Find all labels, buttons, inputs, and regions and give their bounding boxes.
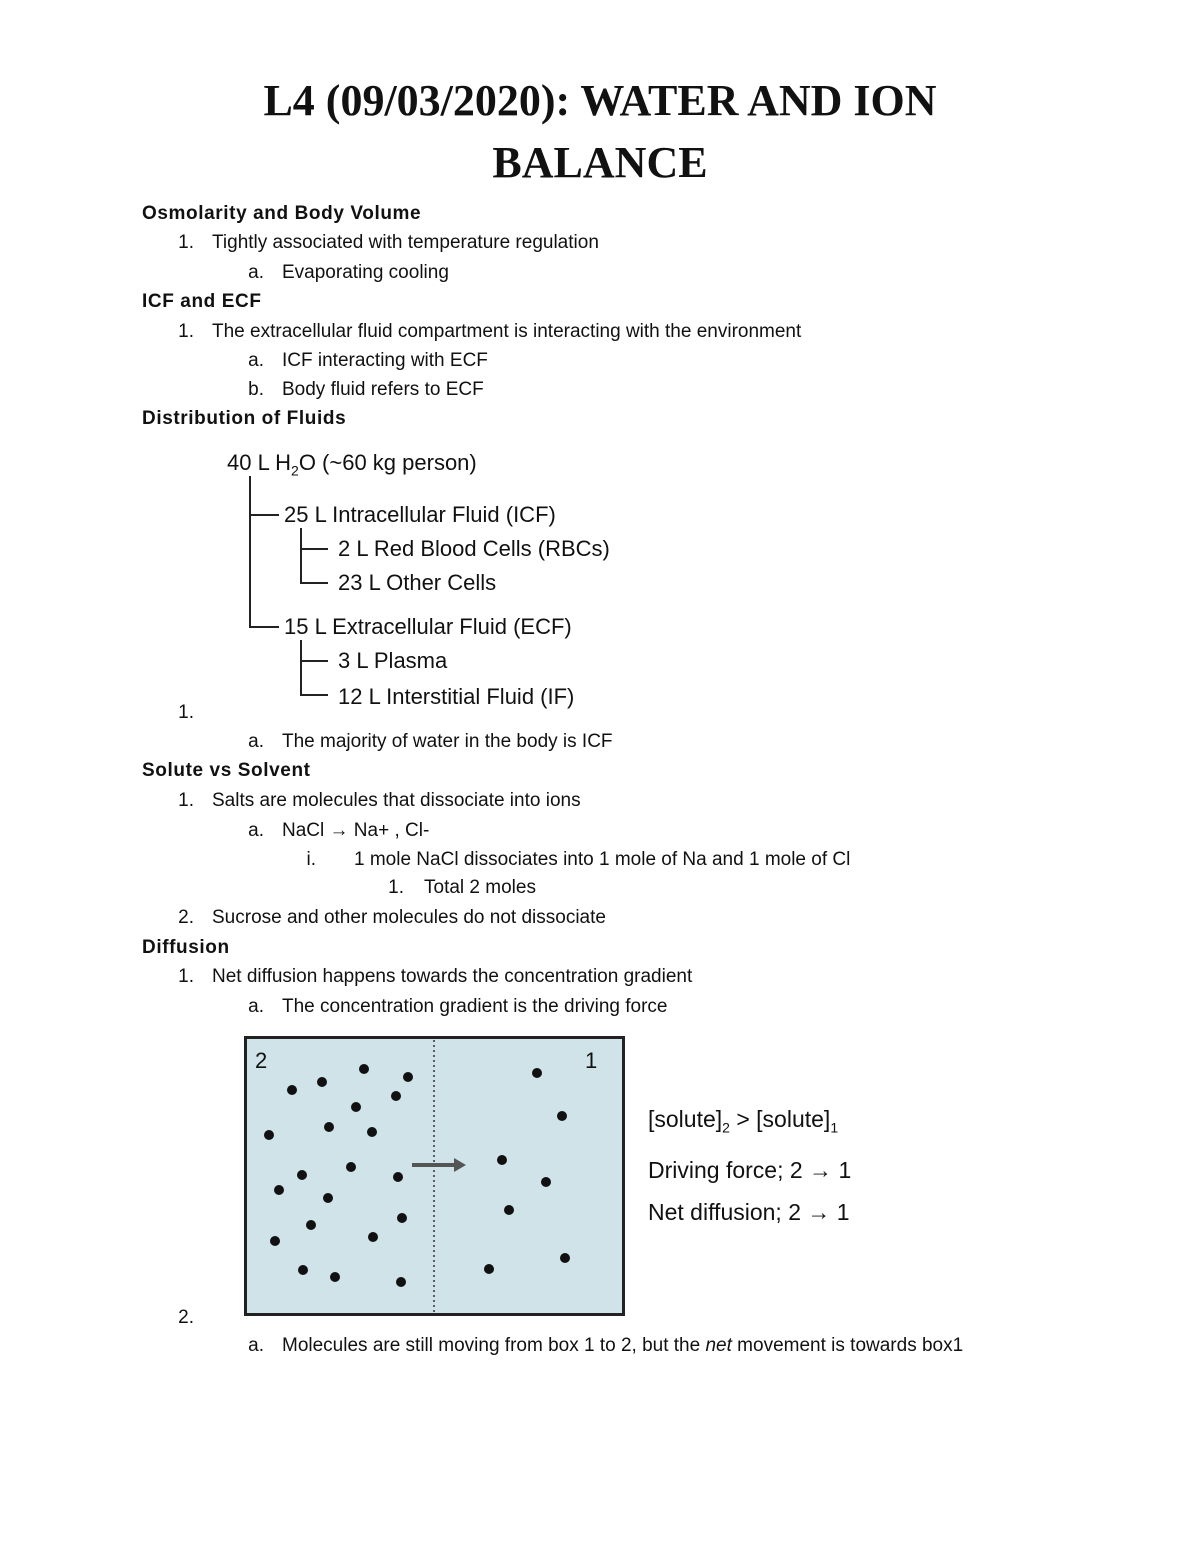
tree-node-other-cells: 23 L Other Cells bbox=[338, 570, 497, 595]
solute-particle bbox=[403, 1072, 413, 1082]
list-marker: a. bbox=[248, 350, 264, 371]
section-heading-icf-ecf: ICF and ECF bbox=[142, 291, 262, 312]
tree-connector bbox=[300, 528, 302, 584]
list-marker: a. bbox=[248, 731, 264, 752]
list-item: Body fluid refers to ECF bbox=[282, 379, 484, 400]
list-marker: 1. bbox=[178, 790, 194, 811]
list-marker: i. bbox=[306, 849, 316, 870]
tree-connector bbox=[249, 514, 279, 516]
list-marker: 1. bbox=[178, 232, 194, 253]
legend-driving-force: Driving force; 2 → 1 bbox=[648, 1156, 852, 1183]
section-heading-solute: Solute vs Solvent bbox=[142, 760, 311, 781]
list-marker: 2. bbox=[178, 907, 194, 928]
tree-connector bbox=[300, 694, 328, 696]
list-marker: 1. bbox=[178, 321, 194, 342]
solute-particle bbox=[391, 1091, 401, 1101]
tree-connector bbox=[300, 548, 328, 550]
solute-particle bbox=[560, 1253, 570, 1263]
legend-net-diffusion: Net diffusion; 2 → 1 bbox=[648, 1198, 850, 1225]
list-marker: b. bbox=[248, 379, 264, 400]
list-item: ICF interacting with ECF bbox=[282, 350, 488, 371]
solute-particle bbox=[264, 1130, 274, 1140]
list-item: The extracellular fluid compartment is interacting with the environment bbox=[212, 321, 802, 342]
list-item: 1 mole NaCl dissociates into 1 mole of Na and 1 mole of Cl bbox=[354, 849, 851, 870]
solute-particle bbox=[504, 1205, 514, 1215]
solute-particle bbox=[397, 1213, 407, 1223]
solute-particle bbox=[330, 1272, 340, 1282]
tree-connector bbox=[300, 660, 328, 662]
list-item: NaCl → Na+ , Cl- bbox=[282, 820, 430, 841]
solute-particle bbox=[287, 1085, 297, 1095]
tree-root: 40 L $H_2O$ (~60 kg person) bbox=[227, 450, 477, 479]
solute-particle bbox=[396, 1277, 406, 1287]
solute-particle bbox=[541, 1177, 551, 1187]
box-label-left: 2 bbox=[255, 1048, 268, 1073]
solute-particle bbox=[323, 1193, 333, 1203]
tree-node-interstitial: 12 L Interstitial Fluid (IF) bbox=[338, 684, 575, 709]
solute-particle bbox=[367, 1127, 377, 1137]
tree-node-icf: 25 L Intracellular Fluid (ICF) bbox=[284, 502, 556, 527]
diffusion-diagram bbox=[244, 1036, 626, 1316]
list-item: The majority of water in the body is ICF bbox=[282, 731, 613, 752]
solute-particle bbox=[297, 1170, 307, 1180]
list-marker: a. bbox=[248, 1335, 264, 1356]
tree-connector bbox=[249, 626, 279, 628]
tree-node-plasma: 3 L Plasma bbox=[338, 648, 448, 673]
solute-particle bbox=[298, 1265, 308, 1275]
tree-connector bbox=[300, 582, 328, 584]
section-heading-distribution: Distribution of Fluids bbox=[142, 408, 347, 429]
solute-particle bbox=[324, 1122, 334, 1132]
fluid-distribution-tree bbox=[222, 446, 662, 716]
list-item: Molecules are still moving from box 1 to 2, but the net movement is towards box1 bbox=[282, 1335, 964, 1356]
solute-particle bbox=[497, 1155, 507, 1165]
page-title-line-2: BALANCE bbox=[492, 138, 708, 187]
list-item: Sucrose and other molecules do not dissociate bbox=[212, 907, 606, 928]
diffusion-legend bbox=[648, 1098, 851, 1233]
list-marker: a. bbox=[248, 996, 264, 1017]
solute-particle bbox=[557, 1111, 567, 1121]
list-marker: a. bbox=[248, 262, 264, 283]
legend-concentration: $[solute]_2$ > $[solute]_1$ bbox=[648, 1106, 839, 1136]
list-item: Net diffusion happens towards the concentration gradient bbox=[212, 966, 693, 987]
solute-particle bbox=[351, 1102, 361, 1112]
list-marker: 1. bbox=[178, 966, 194, 987]
solute-particle bbox=[306, 1220, 316, 1230]
list-item: Total 2 moles bbox=[424, 877, 536, 898]
tree-node-rbc: 2 L Red Blood Cells (RBCs) bbox=[338, 536, 610, 561]
solute-particle bbox=[393, 1172, 403, 1182]
solute-particle bbox=[270, 1236, 280, 1246]
solute-particle bbox=[484, 1264, 494, 1274]
list-marker: 1. bbox=[178, 702, 194, 723]
list-item: The concentration gradient is the driving force bbox=[282, 996, 668, 1017]
tree-connector bbox=[249, 476, 251, 628]
list-item: Evaporating cooling bbox=[282, 262, 449, 283]
section-heading-osmolarity: Osmolarity and Body Volume bbox=[142, 203, 422, 224]
tree-connector bbox=[300, 640, 302, 696]
solute-particle bbox=[274, 1185, 284, 1195]
list-marker: 2. bbox=[178, 1307, 194, 1328]
section-heading-diffusion: Diffusion bbox=[142, 937, 230, 958]
list-item: Tightly associated with temperature regulation bbox=[212, 232, 599, 253]
tree-node-ecf: 15 L Extracellular Fluid (ECF) bbox=[284, 614, 572, 639]
list-marker: a. bbox=[248, 820, 264, 841]
list-marker: 1. bbox=[388, 877, 404, 898]
solute-particle bbox=[359, 1064, 369, 1074]
list-item: Salts are molecules that dissociate into ions bbox=[212, 790, 581, 811]
solute-particle bbox=[368, 1232, 378, 1242]
solute-particle bbox=[532, 1068, 542, 1078]
solute-particle bbox=[346, 1162, 356, 1172]
box-label-right: 1 bbox=[585, 1048, 598, 1073]
solute-particle bbox=[317, 1077, 327, 1087]
page-title-line-1: L4 (09/03/2020): WATER AND ION bbox=[263, 76, 937, 125]
